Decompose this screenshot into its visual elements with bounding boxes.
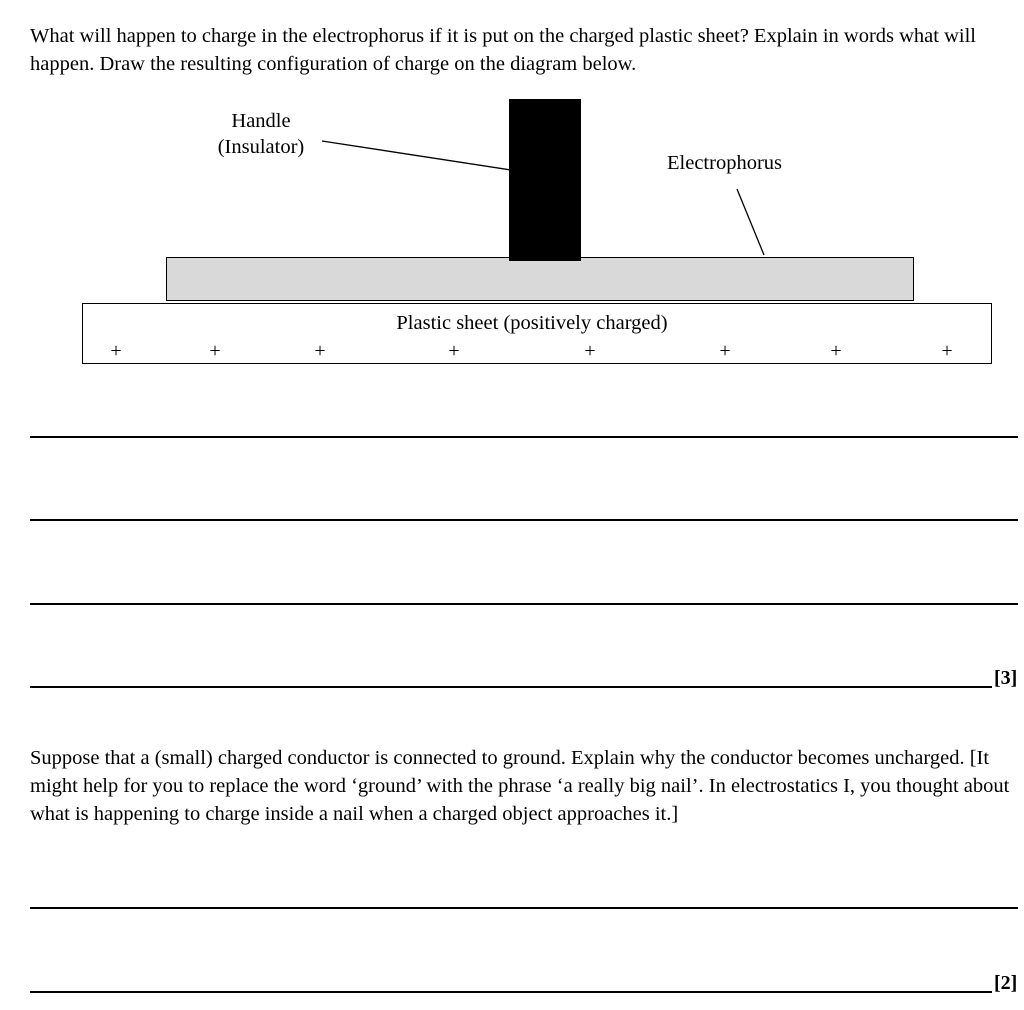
- plus-charge: +: [941, 340, 953, 362]
- insulator-handle: [509, 99, 581, 261]
- question-1-text: What will happen to charge in the electrophorus if it is put on the charged plastic sheet? Explain in words what will happen. Draw the resulting configuration of charge on the diagram below.: [30, 25, 976, 75]
- question-1-marks: [3]: [994, 667, 1018, 689]
- plus-charge: +: [314, 340, 326, 362]
- handle-label-line2: (Insulator): [217, 136, 305, 158]
- electrophorus-label: Electrophorus: [667, 152, 782, 174]
- answer-line[interactable]: [30, 436, 1018, 438]
- plus-charge: +: [209, 340, 221, 362]
- plus-charge: +: [719, 340, 731, 362]
- plus-charge: +: [110, 340, 122, 362]
- plastic-sheet-label: Plastic sheet (positively charged): [396, 312, 668, 334]
- answer-line[interactable]: [30, 603, 1018, 605]
- answer-line[interactable]: [30, 519, 1018, 521]
- question-2-marks: [2]: [994, 972, 1018, 994]
- plus-charge: +: [830, 340, 842, 362]
- answer-line[interactable]: [30, 907, 1018, 909]
- electrophorus-leader-line: [737, 189, 764, 255]
- electrophorus-plate: [166, 257, 914, 301]
- answer-line[interactable]: [30, 991, 992, 993]
- handle-label-line1: Handle: [231, 110, 291, 132]
- handle-label: [205, 108, 317, 160]
- plus-charge: +: [584, 340, 596, 362]
- plus-charge: +: [448, 340, 460, 362]
- answer-line[interactable]: [30, 686, 992, 688]
- question-2-text: Suppose that a (small) charged conductor is connected to ground. Explain why the conductor becomes uncharged. [It might help for you to replace the word ‘ground’ with the phrase ‘a really big nail’. In electrostatics I, you thought about what is happening to charge inside a nail when a charged object approaches it.]: [30, 747, 1010, 825]
- handle-leader-line: [322, 141, 511, 170]
